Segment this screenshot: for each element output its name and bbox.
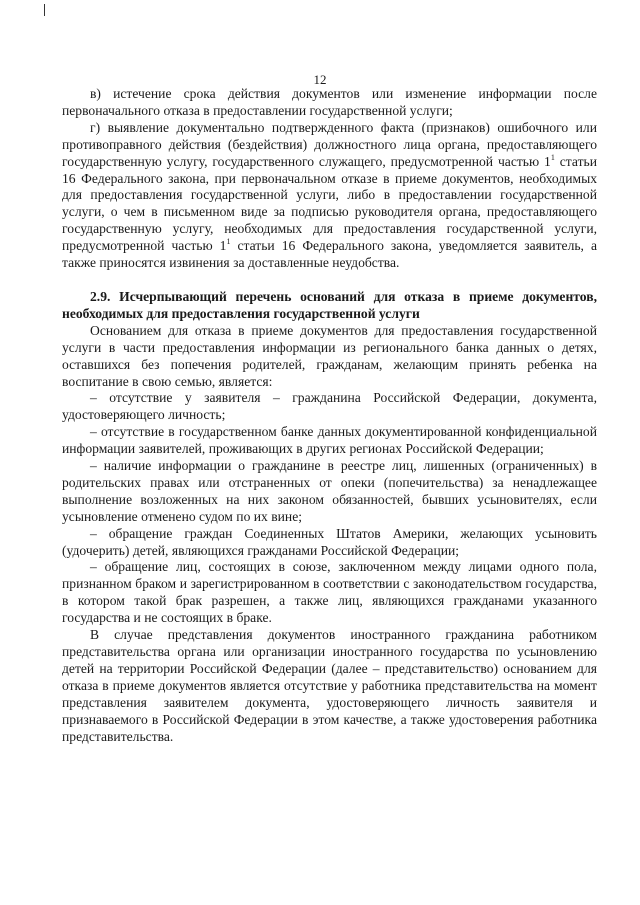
- list-item: – отсутствие у заявителя – гражданина Российской Федерации, документа, удостоверяющего личность;: [62, 390, 597, 423]
- paragraph-foreign-citizen: В случае представления документов иностранного гражданина работником представительства органа или организации иностранного государства по усыновлению детей на территории Российской Федерации (далее – представительство) основанием для отказа в приеме документов является отсутствие у работника представительства на момент представления заявителем документа, удостоверяющего личность заявителя и признаваемого в Российской Федерации в этом качестве, а также удостоверения работника представительства.: [62, 627, 597, 744]
- list-item: – обращение лиц, состоящих в союзе, заключенном между лицами одного пола, признанном браком и зарегистрированном в соответствии с законодательством государства, в котором такой брак разрешен, а также лиц, являющихся гражданами указанного государства и не состоящих в браке.: [62, 559, 597, 626]
- section-heading: 2.9. Исчерпывающий перечень оснований для отказа в приеме документов, необходимых для предоставления государственной услуги: [62, 288, 597, 321]
- list-item: – отсутствие в государственном банке данных документированной конфиденциальной информации заявителей, проживающих в других регионах Российской Федерации;: [62, 424, 597, 457]
- paragraph-item-v: в) истечение срока действия документов или изменение информации после первоначального отказа в предоставлении государственной услуги;: [62, 86, 597, 118]
- list-item: – обращение граждан Соединенных Штатов Америки, желающих усыновить (удочерить) детей, являющихся гражданами Российской Федерации;: [62, 525, 597, 558]
- list-item: – наличие информации о гражданине в реестре лиц, лишенных (ограниченных) в родительских правах или отстраненных от опеки (попечительства) за ненадлежащее выполнение возложенных на них законом обязанностей, бывших усыновителях, если усыновление отменено судом по их вине;: [62, 458, 597, 524]
- scan-mark: [44, 4, 45, 16]
- paragraph-grounds: Основанием для отказа в приеме документов для предоставления государственной услуги в части предоставления информации из регионального банка данных о детях, оставшихся без попечения родителей, гражданам, желающим принять ребенка на воспитание в свою семью, является:: [62, 322, 597, 389]
- document-body: [62, 86, 597, 745]
- paragraph-item-g: г) выявление документально подтвержденного факта (признаков) ошибочного или противоправного действия (бездействия) должностного лица органа, предоставляющего государственную услугу, государственного служащего, предусмотренной частью $1^1$ статьи 16 Федерального закона, при первоначальном отказе в приеме документов, необходимых для предоставления государственной услуги, либо в предоставлении государственной услуги, о чем в письменном виде за подписью руководителя органа, предоставляющего государственную услугу, необходимых для предоставления государственной услуги, предусмотренной частью $1^1$ статьи 16 Федерального закона, уведомляется заявитель, а также приносятся извинения за доставленные неудобства.: [62, 119, 597, 271]
- page-number: 12: [313, 72, 327, 87]
